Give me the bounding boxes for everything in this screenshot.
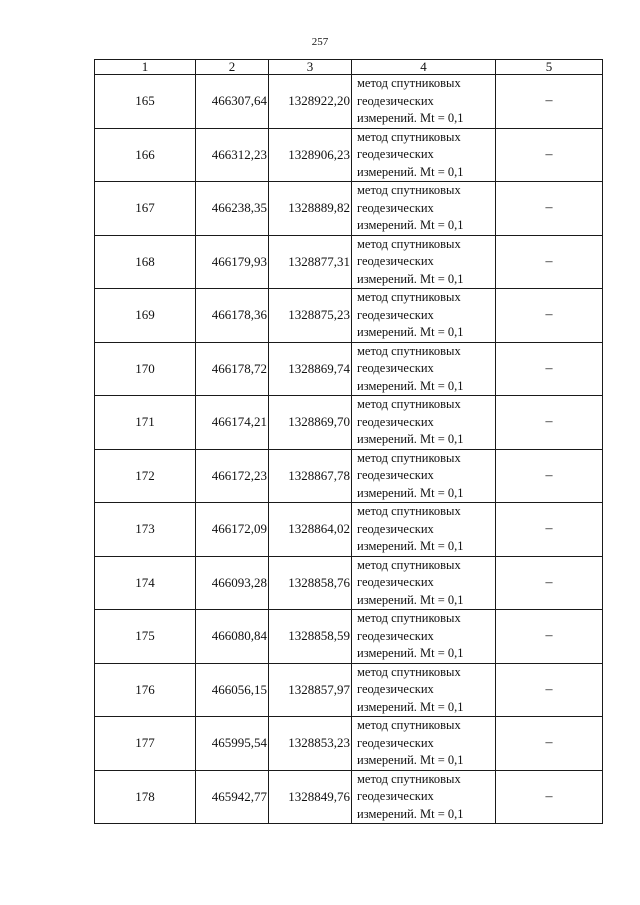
- point-number-cell: 167: [95, 182, 196, 236]
- table-row: [95, 449, 603, 503]
- table-row: [95, 717, 603, 771]
- coordinate-y-cell: 1328867,78: [269, 449, 352, 503]
- method-line: геодезических: [357, 789, 434, 803]
- note-cell: –: [496, 396, 603, 450]
- method-cell: [352, 128, 496, 182]
- note-cell: –: [496, 75, 603, 129]
- coordinate-x-cell: 466093,28: [196, 556, 269, 610]
- table-header: [95, 60, 603, 75]
- coordinate-y-cell: 1328875,23: [269, 289, 352, 343]
- table-row: [95, 75, 603, 129]
- method-line: измерений. Mt = 0,1: [357, 485, 464, 500]
- point-number-cell: 172: [95, 449, 196, 503]
- method-line: геодезических: [357, 254, 434, 268]
- note-cell: –: [496, 717, 603, 771]
- method-line: метод спутниковых: [357, 76, 461, 90]
- coordinate-y-cell: 1328889,82: [269, 182, 352, 236]
- table-row: [95, 503, 603, 557]
- method-line: метод спутниковых: [357, 504, 461, 518]
- header-col-5: 5: [496, 60, 603, 75]
- method-line: геодезических: [357, 200, 434, 215]
- coordinate-y-cell: 1328853,23: [269, 717, 352, 771]
- method-line: метод спутниковых: [357, 611, 461, 625]
- note-cell: –: [496, 342, 603, 396]
- point-number-cell: 174: [95, 556, 196, 610]
- method-cell: [352, 342, 496, 396]
- method-line: метод спутниковых: [357, 290, 461, 304]
- point-number-cell: 165: [95, 75, 196, 129]
- method-cell: [352, 289, 496, 343]
- table-row: [95, 342, 603, 396]
- point-number-cell: 169: [95, 289, 196, 343]
- coordinate-y-cell: 1328864,02: [269, 503, 352, 557]
- point-number-cell: 166: [95, 128, 196, 182]
- method-cell: [352, 396, 496, 450]
- table-row: [95, 396, 603, 450]
- table-row: [95, 289, 603, 343]
- method-line: измерений. Mt = 0,1: [357, 592, 464, 607]
- method-cell: [352, 182, 496, 236]
- method-line: геодезических: [357, 414, 434, 429]
- method-line: метод спутниковых: [357, 397, 461, 411]
- coordinate-y-cell: 1328906,23: [269, 128, 352, 182]
- method-line: геодезических: [357, 93, 434, 108]
- point-number-cell: 175: [95, 610, 196, 664]
- coordinate-x-cell: 465942,77: [196, 770, 269, 824]
- method-cell: [352, 449, 496, 503]
- coordinates-table: [94, 59, 603, 824]
- coordinate-y-cell: 1328869,70: [269, 396, 352, 450]
- method-line: измерений. Mt = 0,1: [357, 753, 464, 767]
- coordinate-x-cell: 465995,54: [196, 717, 269, 771]
- method-line: измерений. Mt = 0,1: [357, 325, 464, 339]
- coordinate-y-cell: 1328858,76: [269, 556, 352, 610]
- note-cell: –: [496, 556, 603, 610]
- method-line: измерений. Mt = 0,1: [357, 164, 464, 179]
- method-cell: [352, 503, 496, 557]
- note-cell: –: [496, 289, 603, 343]
- method-line: измерений. Mt = 0,1: [357, 432, 464, 446]
- page-number: 257: [311, 36, 329, 48]
- method-line: геодезических: [357, 147, 434, 161]
- method-cell: [352, 770, 496, 824]
- coordinate-x-cell: 466307,64: [196, 75, 269, 129]
- coordinate-x-cell: 466238,35: [196, 182, 269, 236]
- method-line: геодезических: [357, 735, 434, 750]
- coordinate-x-cell: 466174,21: [196, 396, 269, 450]
- table-row: [95, 770, 603, 824]
- method-line: измерений. Mt = 0,1: [357, 699, 464, 714]
- note-cell: –: [496, 610, 603, 664]
- method-line: измерений. Mt = 0,1: [357, 539, 464, 553]
- point-number-cell: 170: [95, 342, 196, 396]
- method-line: геодезических: [357, 521, 434, 536]
- coordinate-y-cell: 1328869,74: [269, 342, 352, 396]
- note-cell: –: [496, 182, 603, 236]
- note-cell: –: [496, 503, 603, 557]
- coordinate-x-cell: 466179,93: [196, 235, 269, 289]
- method-line: геодезических: [357, 682, 434, 696]
- table-row: [95, 556, 603, 610]
- table-row: [95, 610, 603, 664]
- coordinate-x-cell: 466056,15: [196, 663, 269, 717]
- method-line: измерений. Mt = 0,1: [357, 218, 464, 232]
- coordinate-x-cell: 466178,72: [196, 342, 269, 396]
- coordinate-x-cell: 466178,36: [196, 289, 269, 343]
- method-line: метод спутниковых: [357, 450, 461, 465]
- coordinate-x-cell: 466172,23: [196, 449, 269, 503]
- point-number-cell: 176: [95, 663, 196, 717]
- method-cell: [352, 610, 496, 664]
- method-line: геодезических: [357, 628, 434, 643]
- point-number-cell: 178: [95, 770, 196, 824]
- method-line: метод спутниковых: [357, 236, 461, 251]
- note-cell: –: [496, 128, 603, 182]
- coordinate-x-cell: 466172,09: [196, 503, 269, 557]
- header-col-2: 2: [196, 60, 269, 75]
- header-row: [95, 60, 603, 75]
- table-row: [95, 182, 603, 236]
- method-line: метод спутниковых: [357, 771, 461, 786]
- method-line: измерений. Mt = 0,1: [357, 646, 464, 660]
- method-cell: [352, 556, 496, 610]
- header-col-1: 1: [95, 60, 196, 75]
- coordinate-y-cell: 1328858,59: [269, 610, 352, 664]
- coordinate-y-cell: 1328877,31: [269, 235, 352, 289]
- table-row: [95, 128, 603, 182]
- point-number-cell: 177: [95, 717, 196, 771]
- method-cell: [352, 663, 496, 717]
- method-line: геодезических: [357, 575, 434, 589]
- table-row: [95, 235, 603, 289]
- note-cell: –: [496, 770, 603, 824]
- header-col-3: 3: [269, 60, 352, 75]
- coordinate-y-cell: 1328922,20: [269, 75, 352, 129]
- table-row: [95, 663, 603, 717]
- note-cell: –: [496, 449, 603, 503]
- coordinate-x-cell: 466080,84: [196, 610, 269, 664]
- method-line: геодезических: [357, 361, 434, 375]
- method-cell: [352, 75, 496, 129]
- method-line: измерений. Mt = 0,1: [357, 271, 464, 286]
- method-line: метод спутниковых: [357, 183, 461, 197]
- method-line: измерений. Mt = 0,1: [357, 806, 464, 821]
- coordinate-y-cell: 1328849,76: [269, 770, 352, 824]
- method-line: измерений. Mt = 0,1: [357, 111, 464, 125]
- note-cell: –: [496, 235, 603, 289]
- table-body: [95, 75, 603, 824]
- method-line: метод спутниковых: [357, 557, 461, 572]
- note-cell: –: [496, 663, 603, 717]
- method-line: измерений. Mt = 0,1: [357, 378, 464, 393]
- method-cell: [352, 235, 496, 289]
- coordinate-x-cell: 466312,23: [196, 128, 269, 182]
- coordinate-y-cell: 1328857,97: [269, 663, 352, 717]
- method-line: метод спутниковых: [357, 664, 461, 679]
- method-line: метод спутниковых: [357, 129, 461, 144]
- point-number-cell: 171: [95, 396, 196, 450]
- point-number-cell: 168: [95, 235, 196, 289]
- point-number-cell: 173: [95, 503, 196, 557]
- method-line: геодезических: [357, 307, 434, 322]
- method-line: метод спутниковых: [357, 343, 461, 358]
- header-col-4: 4: [352, 60, 496, 75]
- method-line: геодезических: [357, 468, 434, 482]
- method-line: метод спутниковых: [357, 718, 461, 732]
- method-cell: [352, 717, 496, 771]
